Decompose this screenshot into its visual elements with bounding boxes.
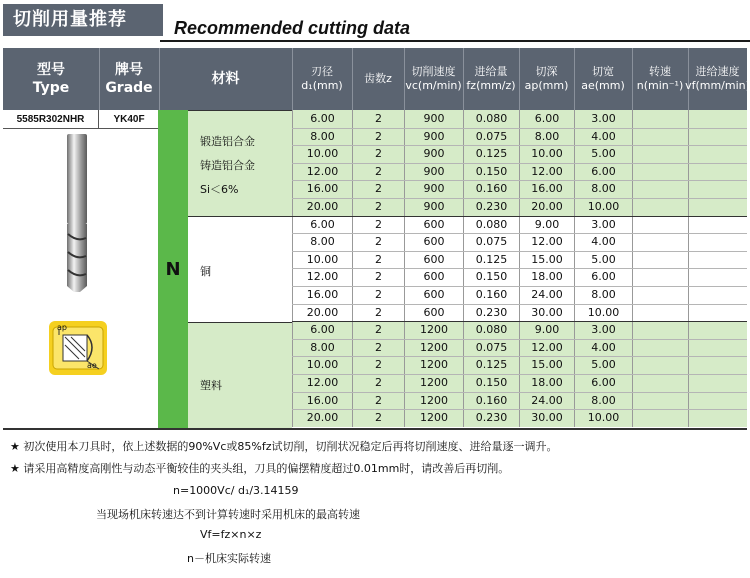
table-cell: 12.00 [519, 163, 574, 181]
row-separator [292, 356, 747, 357]
row-separator [292, 233, 747, 234]
table-cell: 6.00 [292, 110, 352, 128]
table-cell: 12.00 [519, 233, 574, 251]
table-cell: 2 [352, 110, 404, 128]
table-cell [632, 374, 688, 392]
note-line: ★ 请采用高精度高刚性与动态平衡较佳的夹头组，刀具的偏摆精度超过0.01mm时，请改善后再切削。 [10, 462, 510, 475]
table-cell: 2 [352, 374, 404, 392]
table-cell [632, 356, 688, 374]
table-cell: 2 [352, 339, 404, 357]
table-cell: 900 [404, 163, 463, 181]
material-block-aluminium [188, 110, 292, 216]
table-cell: 0.230 [463, 304, 519, 322]
formula-note: 当现场机床转速达不到计算转速时采用机床的最高转速 [96, 508, 360, 521]
table-header [3, 48, 750, 110]
header-n-cn: 转速 [649, 65, 671, 78]
header-d1 [292, 48, 352, 110]
table-cell: 1200 [404, 392, 463, 410]
table-cell: 1200 [404, 374, 463, 392]
row-separator [292, 374, 747, 375]
table-cell: 6.00 [292, 216, 352, 234]
table-cell: 15.00 [519, 251, 574, 269]
table-cell [632, 268, 688, 286]
header-type [3, 48, 99, 110]
header-vc [404, 48, 463, 110]
table-cell: 2 [352, 392, 404, 410]
header-grade-cn: 牌号 [115, 62, 143, 78]
table-cell: 2 [352, 216, 404, 234]
table-cell: 600 [404, 233, 463, 251]
table-cell [688, 409, 747, 427]
header-material-label: 材料 [211, 71, 240, 87]
table-cell [688, 304, 747, 322]
table-cell [632, 286, 688, 304]
table-cell [632, 392, 688, 410]
table-cell: 30.00 [519, 304, 574, 322]
table-cell: 8.00 [574, 286, 632, 304]
table-cell: 2 [352, 304, 404, 322]
table-cell [632, 180, 688, 198]
ap-ae-diagram-icon [49, 321, 107, 375]
table-cell [688, 216, 747, 234]
row-separator [292, 198, 747, 199]
table-cell [632, 251, 688, 269]
table-cell: 18.00 [519, 268, 574, 286]
table-cell: 10.00 [574, 409, 632, 427]
table-cell [688, 233, 747, 251]
table-cell: 4.00 [574, 339, 632, 357]
header-n-unit: n(min⁻¹) [636, 79, 684, 92]
row-separator [292, 286, 747, 287]
table-cell: 0.230 [463, 409, 519, 427]
table-cell: 16.00 [292, 392, 352, 410]
table-cell: 0.150 [463, 163, 519, 181]
table-cell: 2 [352, 356, 404, 374]
table-row [292, 251, 747, 269]
table-cell: 2 [352, 128, 404, 146]
end-mill-image [62, 134, 92, 294]
table-cell: 5.00 [574, 251, 632, 269]
table-row [292, 409, 747, 427]
table-row [292, 374, 747, 392]
table-cell: 0.080 [463, 110, 519, 128]
table-row [292, 321, 747, 339]
table-cell: 6.00 [519, 110, 574, 128]
row-separator [292, 268, 747, 269]
table-cell: 0.075 [463, 233, 519, 251]
header-ap-cn: 切深 [535, 65, 558, 78]
material-block-plastic [188, 322, 292, 428]
table-row [292, 286, 747, 304]
table-cell: 2 [352, 286, 404, 304]
table-cell: 0.125 [463, 251, 519, 269]
row-separator [292, 392, 747, 393]
grade-value: YK40F [98, 110, 159, 129]
row-separator [292, 216, 747, 217]
material-label: 铸造铝合金 [200, 159, 255, 172]
table-cell: 20.00 [292, 198, 352, 216]
table-cell: 8.00 [292, 339, 352, 357]
notes-section [10, 436, 745, 480]
table-cell: 12.00 [519, 339, 574, 357]
header-fz-cn: 进给量 [474, 65, 508, 78]
row-separator [292, 321, 747, 322]
table-cell: 8.00 [574, 392, 632, 410]
table-row [292, 110, 747, 128]
table-cell [688, 251, 747, 269]
table-row [292, 163, 747, 181]
header-vf [685, 48, 750, 110]
table-cell: 0.075 [463, 339, 519, 357]
table-cell: 0.160 [463, 286, 519, 304]
table-cell: 2 [352, 145, 404, 163]
table-cell: 900 [404, 180, 463, 198]
table-cell: 600 [404, 268, 463, 286]
header-vc-cn: 切削速度 [411, 65, 456, 78]
table-cell [688, 110, 747, 128]
table-cell: 18.00 [519, 374, 574, 392]
header-z [352, 48, 404, 110]
header-fz-unit: fz(mm/z) [466, 79, 516, 92]
table-cell: 1200 [404, 409, 463, 427]
table-row [292, 128, 747, 146]
table-cell [632, 128, 688, 146]
table-cell [688, 286, 747, 304]
table-cell [632, 145, 688, 163]
table-cell [688, 198, 747, 216]
table-cell [688, 321, 747, 339]
table-cell: 20.00 [292, 409, 352, 427]
ae-label: ae [87, 361, 97, 370]
material-label: 铜 [200, 265, 211, 278]
table-cell: 1200 [404, 321, 463, 339]
header-ae [574, 48, 632, 110]
note-line: ★ 初次使用本刀具时，依上述数据的90%Vc或85%fz试切削，切削状况稳定后再将切削速度、进给量逐一调升。 [10, 440, 558, 453]
table-cell: 20.00 [519, 198, 574, 216]
table-cell [632, 110, 688, 128]
table-bottom-border [3, 428, 747, 430]
table-cell: 6.00 [574, 163, 632, 181]
table-cell [688, 268, 747, 286]
material-group-n: N [158, 110, 188, 428]
table-cell [688, 339, 747, 357]
table-cell: 10.00 [519, 145, 574, 163]
table-cell: 600 [404, 216, 463, 234]
table-cell: 0.080 [463, 216, 519, 234]
header-vf-cn: 进给速度 [695, 65, 740, 78]
table-cell: 4.00 [574, 233, 632, 251]
table-cell: 2 [352, 321, 404, 339]
header-d1-cn: 刃径 [311, 65, 333, 78]
header-type-cn: 型号 [37, 62, 65, 78]
table-cell [632, 163, 688, 181]
header-vf-unit: vf(mm/min) [685, 79, 750, 92]
table-cell: 12.00 [292, 374, 352, 392]
table-cell: 900 [404, 128, 463, 146]
title-underline [160, 40, 750, 42]
section-title-en: Recommended cutting data [174, 18, 411, 38]
table-cell: 2 [352, 233, 404, 251]
ap-label: ap [57, 323, 67, 332]
row-separator [292, 163, 747, 164]
table-cell: 0.150 [463, 374, 519, 392]
row-separator [292, 251, 747, 252]
header-material [159, 48, 292, 110]
header-type-en: Type [32, 80, 70, 96]
table-cell: 2 [352, 268, 404, 286]
table-cell: 0.075 [463, 128, 519, 146]
table-cell: 12.00 [292, 268, 352, 286]
table-cell: 6.00 [574, 374, 632, 392]
table-cell: 600 [404, 251, 463, 269]
table-cell: 5.00 [574, 145, 632, 163]
header-ae-unit: ae(mm) [581, 79, 625, 92]
header-grade-en: Grade [105, 80, 153, 96]
header-z-label: 齿数z [364, 72, 392, 85]
cutting-data-table [3, 110, 747, 428]
header-n [632, 48, 688, 110]
row-separator [292, 145, 747, 146]
row-separator [292, 180, 747, 181]
table-cell: 9.00 [519, 216, 574, 234]
row-separator [292, 128, 747, 129]
table-cell: 10.00 [574, 198, 632, 216]
model-number: 5585R302NHR [3, 110, 98, 129]
table-cell [688, 374, 747, 392]
material-label: Si＜6% [200, 183, 239, 196]
material-block-copper [188, 216, 292, 322]
table-row [292, 392, 747, 410]
material-label: 塑料 [200, 379, 222, 392]
header-ap [519, 48, 574, 110]
table-cell: 2 [352, 180, 404, 198]
table-cell: 900 [404, 110, 463, 128]
table-row [292, 339, 747, 357]
table-cell: 0.125 [463, 145, 519, 163]
table-cell [632, 216, 688, 234]
table-cell: 4.00 [574, 128, 632, 146]
table-row [292, 198, 747, 216]
table-cell: 9.00 [519, 321, 574, 339]
formula-n-def: n－机床实际转速 [187, 552, 271, 565]
table-row [292, 233, 747, 251]
section-title-cn: 切削用量推荐 [3, 4, 163, 36]
table-row [292, 180, 747, 198]
table-cell: 8.00 [292, 128, 352, 146]
table-cell: 24.00 [519, 286, 574, 304]
table-cell: 5.00 [574, 356, 632, 374]
table-cell: 2 [352, 198, 404, 216]
formula-vf: Vf=fz×n×z [200, 528, 262, 541]
table-cell: 16.00 [292, 180, 352, 198]
table-cell: 3.00 [574, 110, 632, 128]
table-cell [632, 321, 688, 339]
header-ap-unit: ap(mm) [524, 79, 569, 92]
table-cell: 16.00 [519, 180, 574, 198]
table-cell: 900 [404, 198, 463, 216]
table-cell: 600 [404, 304, 463, 322]
row-separator [292, 409, 747, 410]
formula-n: n=1000Vc/ d₁/3.14159 [173, 484, 299, 497]
table-cell [632, 233, 688, 251]
table-cell: 0.230 [463, 198, 519, 216]
table-row [292, 304, 747, 322]
table-cell: 10.00 [292, 145, 352, 163]
row-separator [292, 304, 747, 305]
table-cell: 6.00 [292, 321, 352, 339]
table-cell [688, 392, 747, 410]
material-label: 锻造铝合金 [200, 135, 255, 148]
table-row [292, 268, 747, 286]
header-vc-unit: vc(m/min) [405, 79, 462, 92]
table-cell: 10.00 [292, 251, 352, 269]
table-cell: 12.00 [292, 163, 352, 181]
table-row [292, 216, 747, 234]
table-cell: 900 [404, 145, 463, 163]
table-cell: 2 [352, 163, 404, 181]
table-cell [688, 163, 747, 181]
table-cell: 2 [352, 251, 404, 269]
table-cell [632, 198, 688, 216]
table-row [292, 145, 747, 163]
data-rows [292, 110, 747, 428]
table-cell: 15.00 [519, 356, 574, 374]
header-grade [99, 48, 159, 110]
title-bar [0, 0, 750, 44]
table-cell [632, 409, 688, 427]
tool-info-column [3, 110, 158, 428]
table-cell: 0.080 [463, 321, 519, 339]
table-cell: 3.00 [574, 216, 632, 234]
table-cell: 30.00 [519, 409, 574, 427]
table-cell [632, 339, 688, 357]
table-cell [688, 145, 747, 163]
table-cell: 6.00 [574, 268, 632, 286]
table-cell: 1200 [404, 356, 463, 374]
table-cell: 10.00 [292, 356, 352, 374]
table-cell: 24.00 [519, 392, 574, 410]
table-cell: 0.125 [463, 356, 519, 374]
table-cell [632, 304, 688, 322]
table-cell [688, 356, 747, 374]
table-cell: 20.00 [292, 304, 352, 322]
table-cell: 3.00 [574, 321, 632, 339]
header-ae-cn: 切宽 [592, 65, 614, 78]
table-cell: 10.00 [574, 304, 632, 322]
table-cell: 8.00 [574, 180, 632, 198]
table-cell: 0.160 [463, 392, 519, 410]
table-cell: 600 [404, 286, 463, 304]
table-cell: 0.160 [463, 180, 519, 198]
table-cell [688, 128, 747, 146]
header-d1-unit: d₁(mm) [301, 79, 343, 92]
table-cell [688, 180, 747, 198]
table-cell: 8.00 [519, 128, 574, 146]
table-cell: 2 [352, 409, 404, 427]
row-separator [292, 339, 747, 340]
table-row [292, 356, 747, 374]
header-fz [463, 48, 519, 110]
table-cell: 0.150 [463, 268, 519, 286]
table-cell: 8.00 [292, 233, 352, 251]
table-cell: 1200 [404, 339, 463, 357]
table-cell: 16.00 [292, 286, 352, 304]
material-column [188, 110, 292, 428]
